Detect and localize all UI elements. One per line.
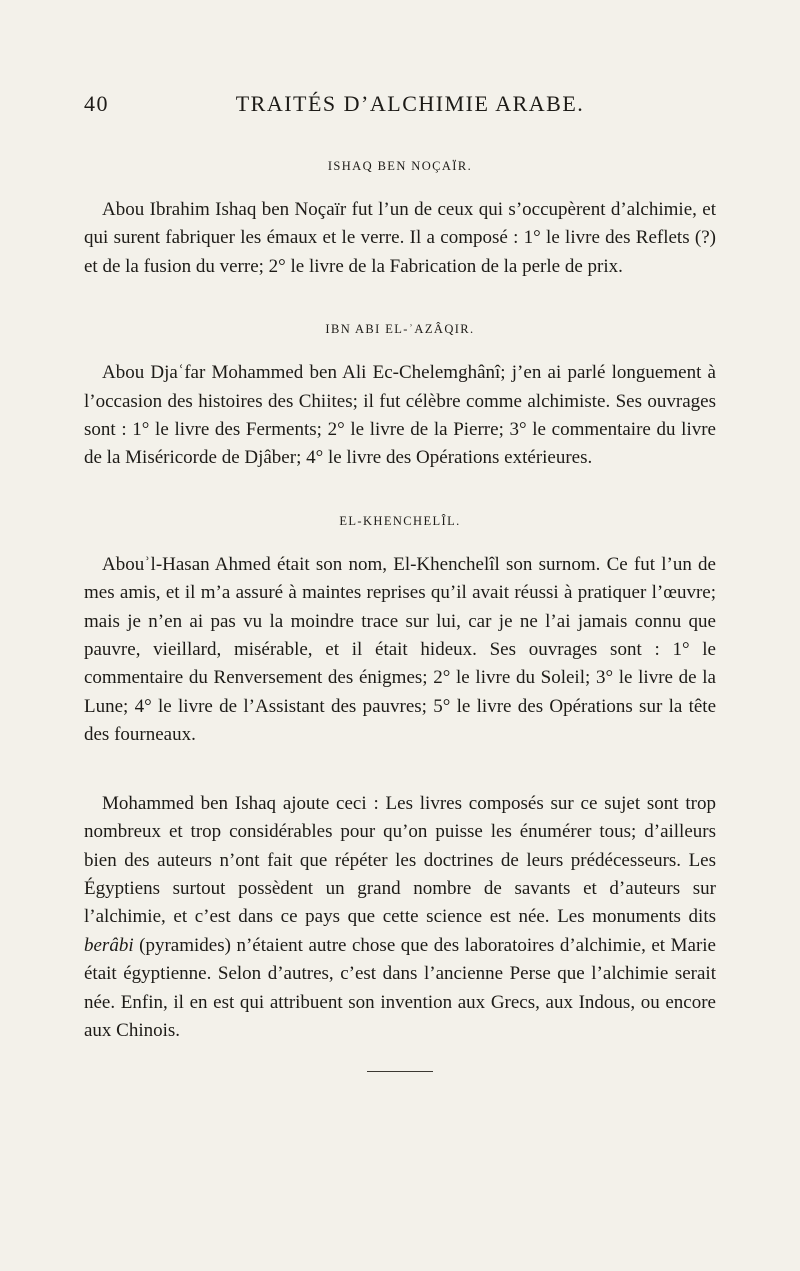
body-paragraph: Abou Djaʿfar Mohammed ben Ali Ec-Chelemghânî; j’en ai parlé longuement à l’occasion des histoires des Chiites; il fut célèbre comme alchimiste. Ses ouvrages sont : 1° le livre des Ferments; 2° le livre de la Pierre; 3° le commentaire du livre de la Miséricorde de Djâber; 4° le livre des Opérations extérieures. bbox=[84, 362, 716, 469]
body-paragraph: Abou Ibrahim Ishaq ben Noçaïr fut l’un de ceux qui s’occupèrent d’alchimie, et qui surent fabriquer les émaux et le verre. Il a composé : 1° le livre des Reflets (?) et de la fusion du verre; 2° le livre de la Fabrication de la perle de prix. bbox=[84, 199, 716, 277]
section-title: ISHAQ BEN NOÇAÏR. bbox=[327, 159, 473, 173]
section-el-khenchelil bbox=[84, 513, 716, 750]
body-paragraph: Abouʾl-Hasan Ahmed était son nom, El-Khenchelîl son surnom. Ce fut l’un de mes amis, et il m’a assuré à maintes reprises qu’il avait réussi à pratiquer l’œuvre; mais je n’en ai pas vu la moindre trace sur lui, car je ne l’ai jamais connu que pauvre, vieillard, misérable, et il était hideux. Ses ouvrages sont : 1° le commentaire du Renversement des énigmes; 2° le livre du Soleil; 3° le livre de la Lune; 4° le livre de l’Assistant des pauvres; 5° le livre des Opérations sur la tête des fourneaux. bbox=[84, 553, 716, 746]
book-page bbox=[0, 84, 800, 1271]
closing-paragraph bbox=[84, 790, 716, 1046]
closing-text-end: (pyramides) n’étaient autre chose que des laboratoires d’alchimie, et Marie était égyptienne. Selon d’autres, c’est dans l’ancienne Perse que l’alchimie serait née. Enfin, il en est qui attribuent son invention aux Grecs, aux Indous, ou encore aux Chinois. bbox=[84, 934, 716, 1041]
running-title: TRAITÉS D’ALCHIMIE ARABE. bbox=[235, 91, 585, 116]
closing-rule bbox=[367, 1071, 433, 1072]
section-title: IBN ABI EL-ʾAZÂQIR. bbox=[325, 322, 475, 337]
italic-term: berâbi bbox=[84, 934, 134, 956]
section-title: EL-KHENCHELÎL. bbox=[339, 513, 461, 528]
section-ishaq-ben-nocair bbox=[84, 158, 716, 281]
closing-text-start: Mohammed ben Ishaq ajoute ceci : Les livres composés sur ce sujet sont trop nombreux et trop considérables pour qu’on puisse les énumérer tous; d’ailleurs bien des auteurs n’ont fait que répéter les doctrines de leurs prédécesseurs. Les Égyptiens surtout possèdent un grand nombre de savants et d’auteurs sur l’alchimie, et c’est dans ce pays que cette science est née. Les monuments dits bbox=[84, 792, 716, 928]
page-number: 40 bbox=[84, 91, 109, 116]
running-head bbox=[84, 84, 716, 124]
section-ibn-abi-el-azaqir bbox=[84, 321, 716, 473]
